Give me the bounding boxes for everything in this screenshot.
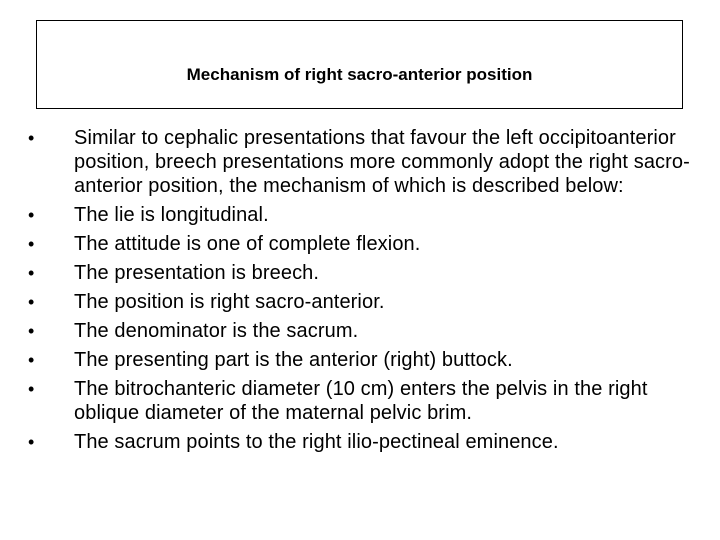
bullet-dot-icon: • bbox=[28, 350, 35, 370]
bullet-text: The position is right sacro-anterior. bbox=[74, 291, 385, 313]
bullet-item bbox=[28, 290, 698, 314]
bullet-dot-icon: • bbox=[28, 321, 35, 341]
bullet-item bbox=[28, 430, 698, 454]
bullet-dot-icon: • bbox=[28, 128, 35, 148]
bullet-text: The bitrochanteric diameter (10 cm) enters the pelvis in the right oblique diameter of the maternal pelvic brim. bbox=[74, 378, 648, 424]
bullet-item bbox=[28, 126, 698, 198]
bullet-dot-icon: • bbox=[28, 432, 35, 452]
bullet-text: The sacrum points to the right ilio-pectineal eminence. bbox=[74, 431, 559, 453]
bullet-dot-icon: • bbox=[28, 234, 35, 254]
bullet-dot-icon: • bbox=[28, 263, 35, 283]
bullet-dot-icon: • bbox=[28, 292, 35, 312]
bullet-dot-icon: • bbox=[28, 379, 35, 399]
bullet-text: The presentation is breech. bbox=[74, 262, 320, 284]
bullet-text: The denominator is the sacrum. bbox=[74, 320, 359, 342]
slide-title: Mechanism of right sacro-anterior position bbox=[186, 65, 533, 84]
bullet-item bbox=[28, 261, 698, 285]
bullet-item bbox=[28, 319, 698, 343]
bullet-text: The attitude is one of complete flexion. bbox=[74, 233, 421, 255]
bullet-text: The lie is longitudinal. bbox=[74, 204, 269, 226]
bullet-item bbox=[28, 232, 698, 256]
title-box bbox=[36, 20, 683, 109]
bullet-text: The presenting part is the anterior (right) buttock. bbox=[74, 349, 513, 371]
bullet-text: Similar to cephalic presentations that favour the left occipitoanterior position, breech presentations more commonly adopt the right sacro-anterior position, the mechanism of which is described below: bbox=[74, 127, 690, 197]
bullet-item bbox=[28, 377, 698, 425]
bullet-list bbox=[28, 126, 698, 459]
bullet-dot-icon: • bbox=[28, 205, 35, 225]
bullet-item bbox=[28, 348, 698, 372]
bullet-item bbox=[28, 203, 698, 227]
